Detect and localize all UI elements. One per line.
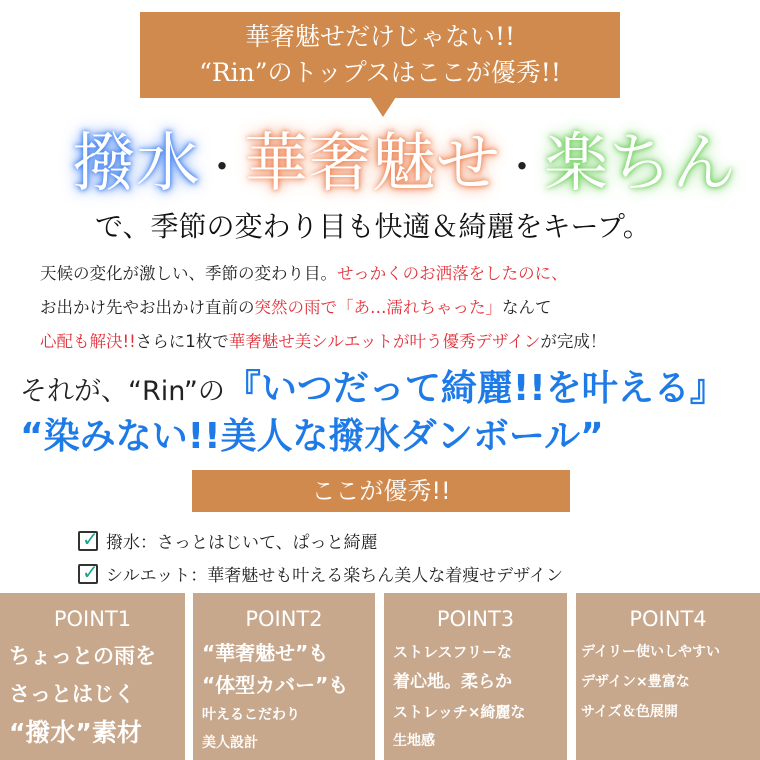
- subtitle: で、季節の変わり目も快適＆綺麗をキープ。: [95, 210, 651, 243]
- tagline-highlight: 『いつだって綺麗!!を叶える』: [224, 368, 726, 409]
- point-line: “撥水”素材: [9, 718, 142, 747]
- check-label: 撥水：さっとはじいて、ぱっと綺麗: [106, 533, 378, 553]
- highlight-text: 心配も解決!!: [40, 332, 136, 351]
- point-card-2: [193, 593, 375, 760]
- headline-water-repellent: 撥水: [72, 127, 200, 201]
- text: 天候の変化が激しい、季節の変わり目。: [40, 264, 337, 283]
- paragraph-line: [40, 328, 606, 352]
- point-title: POINT3: [436, 607, 515, 631]
- paragraph-line: [40, 260, 568, 284]
- point-card-4: [576, 593, 760, 760]
- point-line: サイズ＆色展開: [581, 704, 678, 720]
- point-line: ストレッチ×綺麗な: [393, 703, 526, 721]
- headline-slim-look: 華奢魅せ: [244, 127, 500, 201]
- checkbox-checked-icon: [78, 531, 98, 551]
- point-title: POINT1: [53, 607, 132, 631]
- highlight-text: 華奢魅せ美シルエットが叶う優秀デザイン: [228, 332, 541, 351]
- top-callout-banner: [140, 12, 620, 98]
- point-title: POINT2: [245, 607, 323, 631]
- point-line: デザイン×豊富な: [581, 674, 690, 690]
- point-line: ちょっとの雨を: [9, 644, 156, 668]
- point-line: 叶えるこだわり: [202, 707, 300, 723]
- headline-comfort: 楽ちん: [544, 127, 736, 201]
- highlight-text: せっかくのお洒落をしたのに、: [337, 264, 568, 283]
- point-line: 着心地。柔らか: [393, 672, 512, 692]
- separator-dot: ・: [502, 144, 542, 191]
- point-card-1: [0, 593, 185, 760]
- paragraph-line: [40, 294, 552, 318]
- tagline-prefix: それが、“Rin”の: [20, 376, 225, 407]
- point-line: 美人設計: [202, 735, 258, 751]
- point-line: 生地感: [393, 733, 435, 749]
- checkbox-checked-icon: [78, 564, 98, 584]
- tagline-line-1: [20, 360, 726, 411]
- callout-pointer: [370, 97, 396, 117]
- text: が完成！: [540, 332, 607, 351]
- point-card-3: [384, 593, 567, 760]
- text: さらに1枚で: [135, 332, 229, 351]
- check-item: [78, 561, 563, 586]
- separator-dot: ・: [202, 144, 242, 191]
- text: お出かけ先やお出かけ直前の: [40, 298, 255, 317]
- tagline-line-2: “染みない!!美人な撥水ダンボール”: [20, 416, 604, 457]
- highlight-text: 突然の雨で「あ…濡れちゃった」: [254, 298, 502, 317]
- check-label: シルエット：華奢魅せも叶える楽ちん美人な着痩せデザイン: [106, 566, 564, 586]
- point-title: POINT4: [629, 607, 707, 631]
- headline: [70, 122, 738, 209]
- banner-line-2: “Rin”のトップスはここが優秀!!: [199, 58, 561, 87]
- section-title: ここが優秀!!: [192, 470, 570, 512]
- point-line: “体型カバー”も: [202, 673, 349, 697]
- point-line: デイリー使いしやすい: [581, 644, 721, 660]
- point-line: ストレスフリーな: [393, 643, 512, 661]
- banner-line-1: 華奢魅せだけじゃない!!: [244, 22, 516, 51]
- point-line: “華奢魅せ”も: [202, 641, 329, 665]
- point-line: さっとはじく: [9, 682, 135, 706]
- text: なんて: [502, 298, 552, 317]
- check-item: [78, 528, 378, 553]
